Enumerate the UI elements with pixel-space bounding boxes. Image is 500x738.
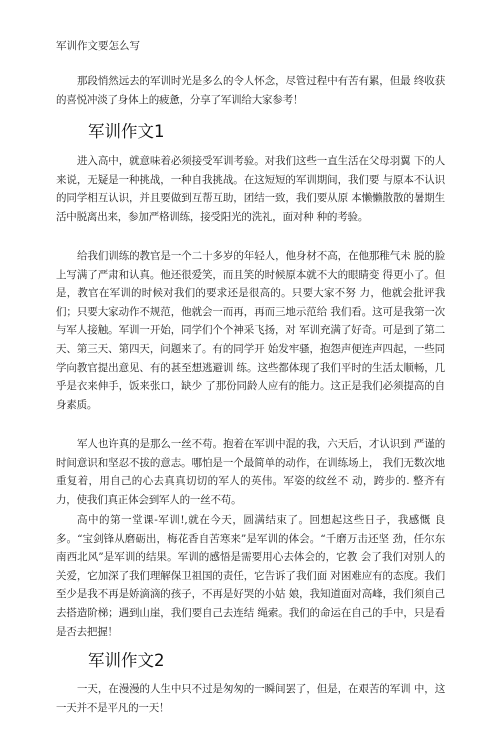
section1-paragraph-4: 高中的第一堂课-军训!,就在今天，圆满结束了。回想起这些日子，我感慨 良多。“宝剑锋从磨砺出，梅花香自苦寒来”是军训的体会。“千磨万击还坚 劲，任尔东南西北风”是军训的结果。军训的感悟是需要用心去体会的，它教 会了我们对别人的关爱，它加深了我们理解保卫祖国的责任，它告诉了我们面 对困难应有的态度。我们至少是我不再是娇滴滴的孩子，不再是好哭的小姑 娘，我知道面对高峰，我们须自己去搭造阶梯；遇到山崖，我们要自己去连结 绳索。我们的命运在自己的手中，只是看是否去把握！ [56, 514, 445, 638]
section-heading-1: 军训作文1 [88, 122, 165, 141]
document-title: 军训作文要怎么写 [56, 40, 140, 52]
section1-paragraph-1: 进入高中，就意味着必须接受军训考验。对我们这些一直生活在父母羽翼 下的人来说，无疑是一种挑战，一种自我挑战。在这短短的军训期间，我们要 与原本不认识的同学相互认识，并且要做到互帮互助，团结一致，我们要从原 本懒懒散散的暑期生活中脱离出来，参加严格训练，接受阳光的洗礼，面对种 种的考验。 [56, 155, 445, 223]
intro-paragraph: 那段悄然远去的军训时光是多么的令人怀念，尽管过程中有苦有累，但最 终收获的喜悦冲淡了身体上的疲惫，分享了军训给大家参考！ [56, 75, 445, 106]
section1-paragraph-3: 军人也许真的是那么一丝不苟。抱着在军训中混的我，六天后，才认识到 严谨的时间意识和坚忍不拔的意志。哪怕是一个最简单的动作，在训练场上， 我们无数次地重复着，用自己的心去真真切切的军人的英伟。军姿的纹丝不 动，跨步的. 整齐有力，使我们真正体会到军人的一丝不苟。 [56, 438, 445, 506]
section-heading-2: 军训作文2 [88, 651, 165, 670]
section1-paragraph-2: 给我们训练的教官是一个二十多岁的年轻人，他身材不高，在他那稚气未 脱的脸上写满了严肃和认真。他还很爱笑，而且笑的时候原本就不大的眼睛变 得更小了。但是，教官在军训的时候对我们的要求还是很高的。只要大家不努 力，他就会批评我们；只要大家动作不规范，他就会一而再，再而三地示范给 我们看。这可是我第一次与军人接触。军训一开始，同学们个个神采飞扬，对 军训充满了好奇。可是到了第二天、第三天、第四天，问题来了。有的同学开 始发牢骚，抱怨声便连声四起，一些同学向教官提出意见、有的甚至想逃避训 练。这些都体现了我们平时的生活太顺畅，几乎是衣来伸手，饭来张口，缺少 了那份同龄人应有的能力。这正是我们必须提高的自身素质。 [56, 250, 445, 411]
section2-paragraph-1: 一天，在漫漫的人生中只不过是匆匆的一瞬间罢了，但是，在艰苦的军训 中，这一天并不是平凡的一天！ [56, 683, 445, 714]
